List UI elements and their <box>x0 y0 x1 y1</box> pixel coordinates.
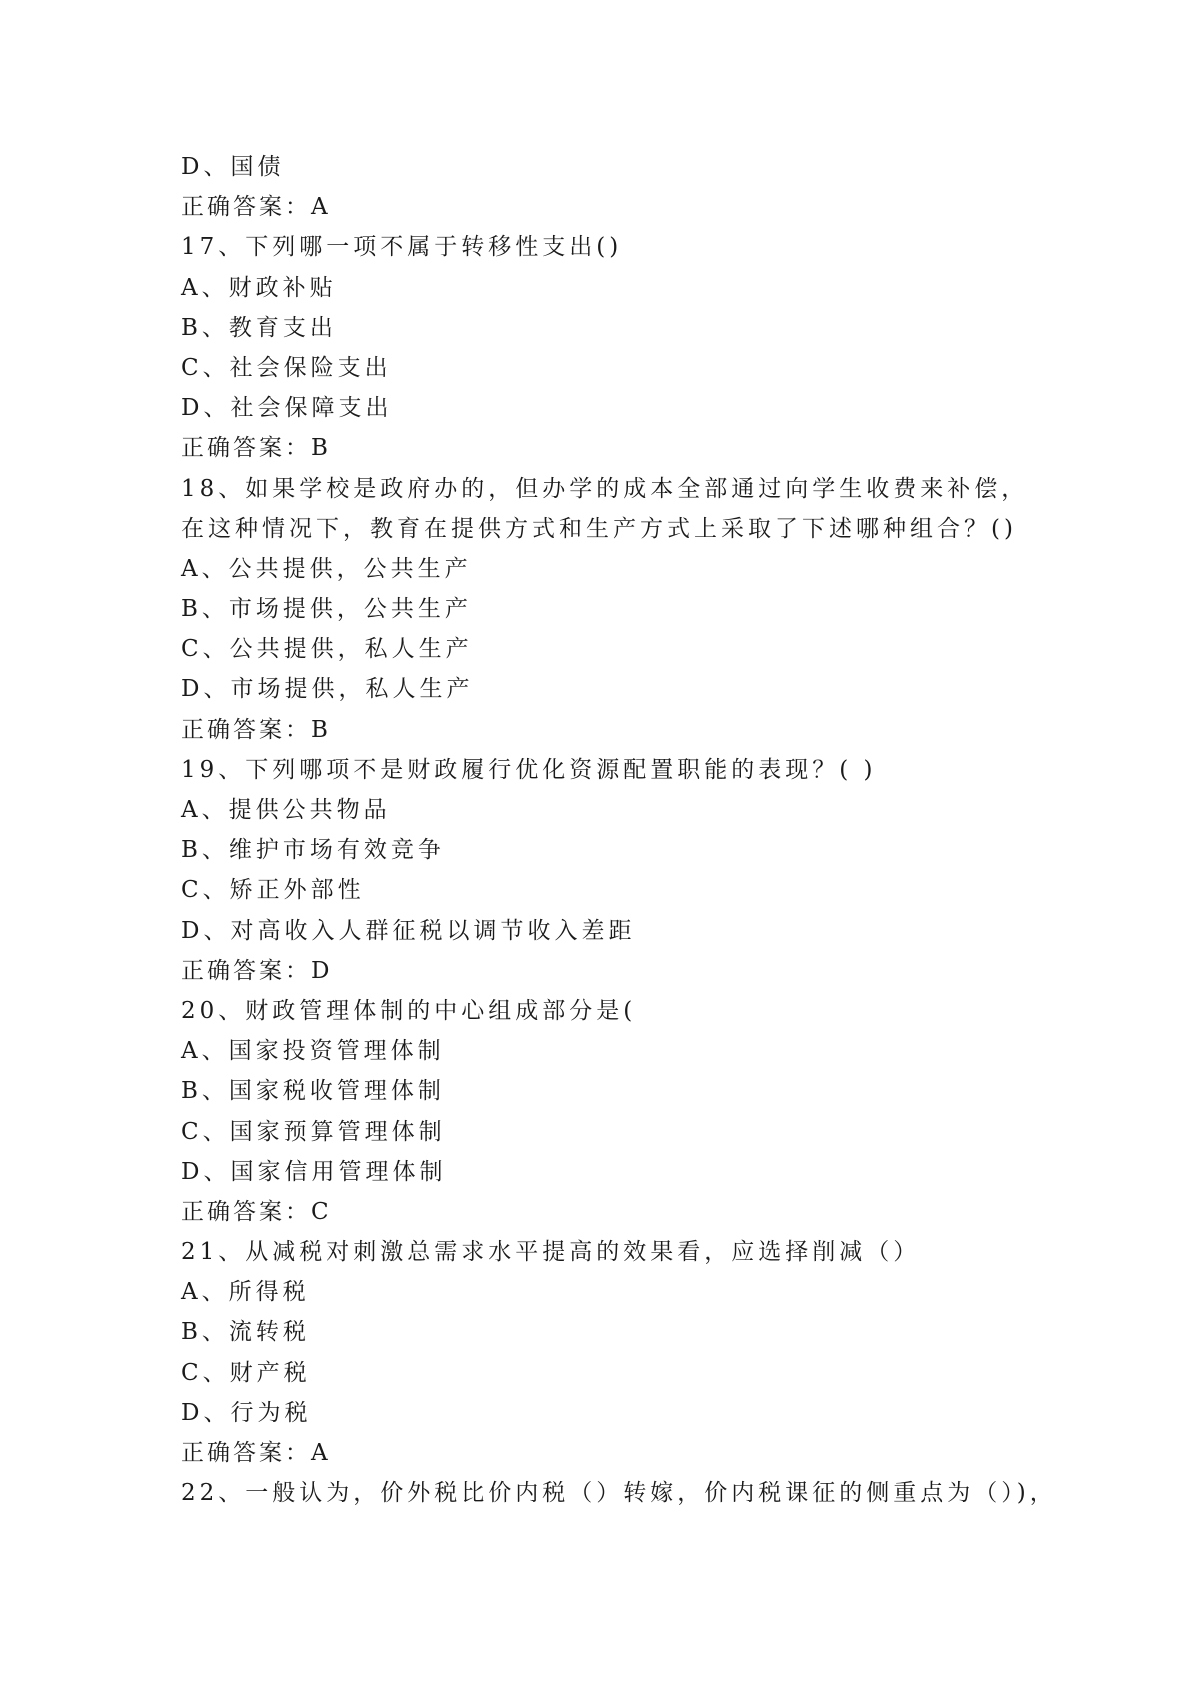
question-text: 17、下列哪一项不属于转移性支出() <box>181 234 623 261</box>
option-text: C、矫正外部性 <box>181 877 365 904</box>
option-text: A、公共提供，公共生产 <box>181 555 472 582</box>
document-content <box>181 147 1081 1513</box>
option-text: D、行为税 <box>181 1399 312 1426</box>
option-text: B、国家税收管理体制 <box>181 1078 445 1105</box>
option-text: C、国家预算管理体制 <box>181 1118 446 1145</box>
question-text: 21、从减税对刺激总需求水平提高的效果看，应选择削减（） <box>181 1239 921 1266</box>
option-text: D、国家信用管理体制 <box>181 1158 447 1185</box>
option-text: B、教育支出 <box>181 314 337 341</box>
option-text: A、国家投资管理体制 <box>181 1038 445 1065</box>
question-text: 20、财政管理体制的中心组成部分是( <box>181 997 637 1024</box>
answer-text: 正确答案：A <box>181 194 331 221</box>
option-text: C、财产税 <box>181 1359 311 1386</box>
option-text: D、社会保障支出 <box>181 395 393 422</box>
option-text: D、对高收入人群征税以调节收入差距 <box>181 917 636 944</box>
option-text: C、公共提供，私人生产 <box>181 636 473 663</box>
option-text: A、提供公共物品 <box>181 797 391 823</box>
answer-text: 正确答案：A <box>181 1440 331 1466</box>
answer-text: 正确答案：D <box>181 957 333 984</box>
option-text: A、所得税 <box>181 1279 310 1306</box>
question-text: 19、下列哪项不是财政履行优化资源配置职能的表现？( ) <box>181 756 877 783</box>
question-text: 在这种情况下，教育在提供方式和生产方式上采取了下述哪种组合？() <box>181 515 1017 542</box>
answer-text: 正确答案：B <box>181 435 331 462</box>
option-text: B、市场提供，公共生产 <box>181 596 472 623</box>
option-text: D、国债 <box>181 154 285 180</box>
option-text: A、财政补贴 <box>181 274 337 301</box>
question-text: 18、如果学校是政府办的，但办学的成本全部通过向学生收费来补偿， <box>181 475 1029 502</box>
option-text: D、市场提供，私人生产 <box>181 676 474 703</box>
option-text: B、流转税 <box>181 1319 310 1346</box>
question-text: 22、一般认为，价外税比价内税（）转嫁，价内税课征的侧重点为（）)， <box>181 1480 1057 1507</box>
answer-text: 正确答案：B <box>181 716 331 743</box>
option-text: C、社会保险支出 <box>181 354 392 381</box>
option-text: B、维护市场有效竞争 <box>181 837 445 864</box>
answer-text: 正确答案：C <box>181 1198 332 1225</box>
